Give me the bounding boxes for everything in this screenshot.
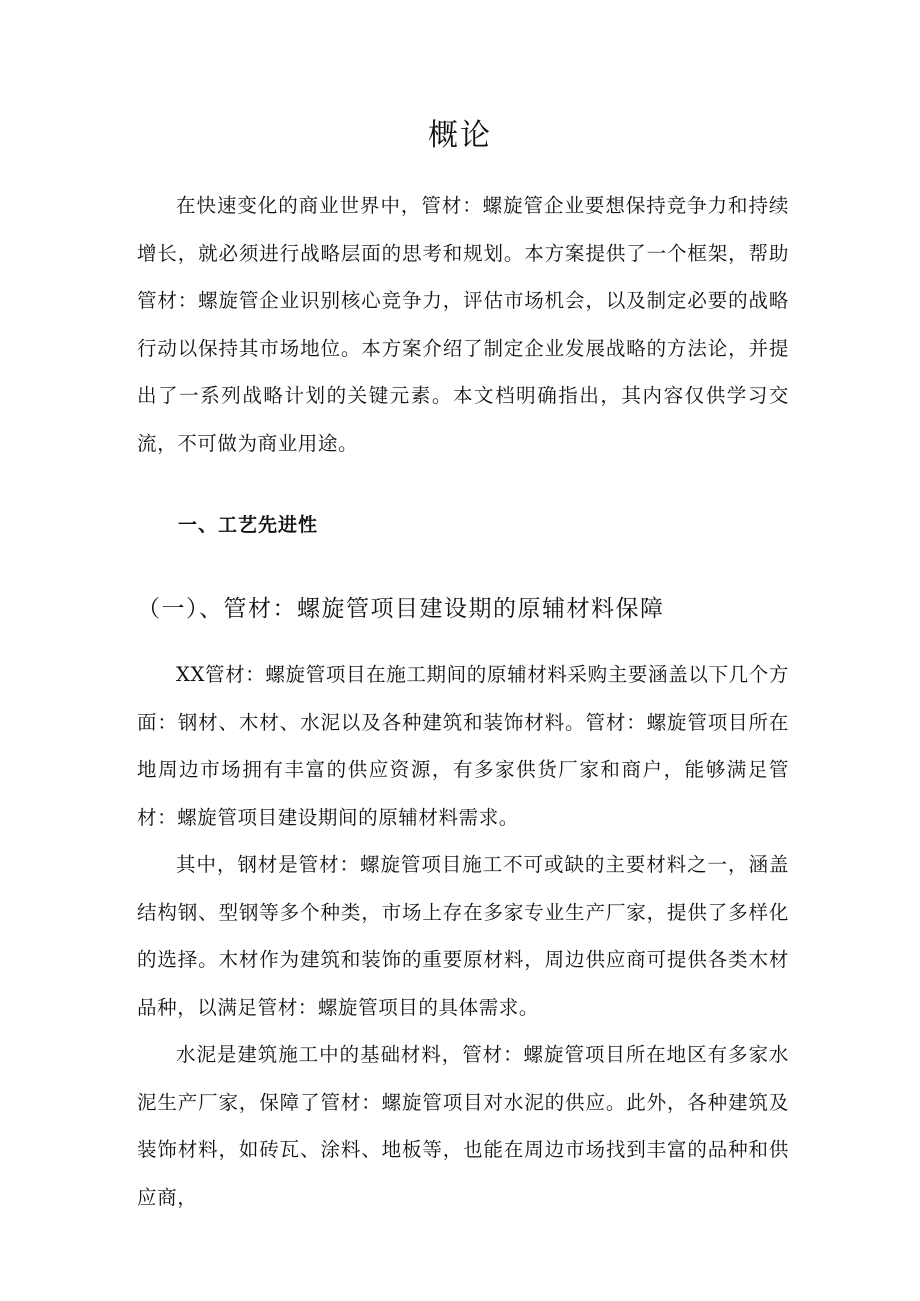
section-heading: 一、工艺先进性 [178,514,319,536]
intro-paragraph: 在快速变化的商业世界中，管材：螺旋管企业要想保持竞争力和持续增长，就必须进行战略层面的思考和规划。本方案提供了一个框架，帮助管材：螺旋管企业识别核心竞争力，评估市场机会，以及制定必要的战略行动以保持其市场地位。本方案介绍了制定企业发展战略的方法论，并提出了一系列战略计划的关键元素。本文档明确指出，其内容仅供学习交流，不可做为商业用途。 [137,194,789,455]
body-paragraph: 水泥是建筑施工中的基础材料，管材：螺旋管项目所在地区有多家水泥生产厂家，保障了管材：螺旋管项目对水泥的供应。此外，各种建筑及装饰材料，如砖瓦、涂料、地板等，也能在周边市场找到丰富的品种和供应商， [137,1043,789,1209]
body-paragraph: XX管材：螺旋管项目在施工期间的原辅材料采购主要涵盖以下几个方面：钢材、木材、水泥以及各种建筑和装饰材料。管材：螺旋管项目所在地周边市场拥有丰富的供应资源，有多家供货厂家和商户，能够满足管材：螺旋管项目建设期间的原辅材料需求。 [137,663,789,829]
page-title: 概论 [428,118,492,153]
body-paragraph: 其中，钢材是管材：螺旋管项目施工不可或缺的主要材料之一，涵盖结构钢、型钢等多个种类，市场上存在多家专业生产厂家，提供了多样化的选择。木材作为建筑和装饰的重要原材料，周边供应商可提供各类木材品种，以满足管材：螺旋管项目的具体需求。 [137,853,789,1019]
subsection-heading: （一）、管材：螺旋管项目建设期的原辅材料保障 [137,596,665,622]
